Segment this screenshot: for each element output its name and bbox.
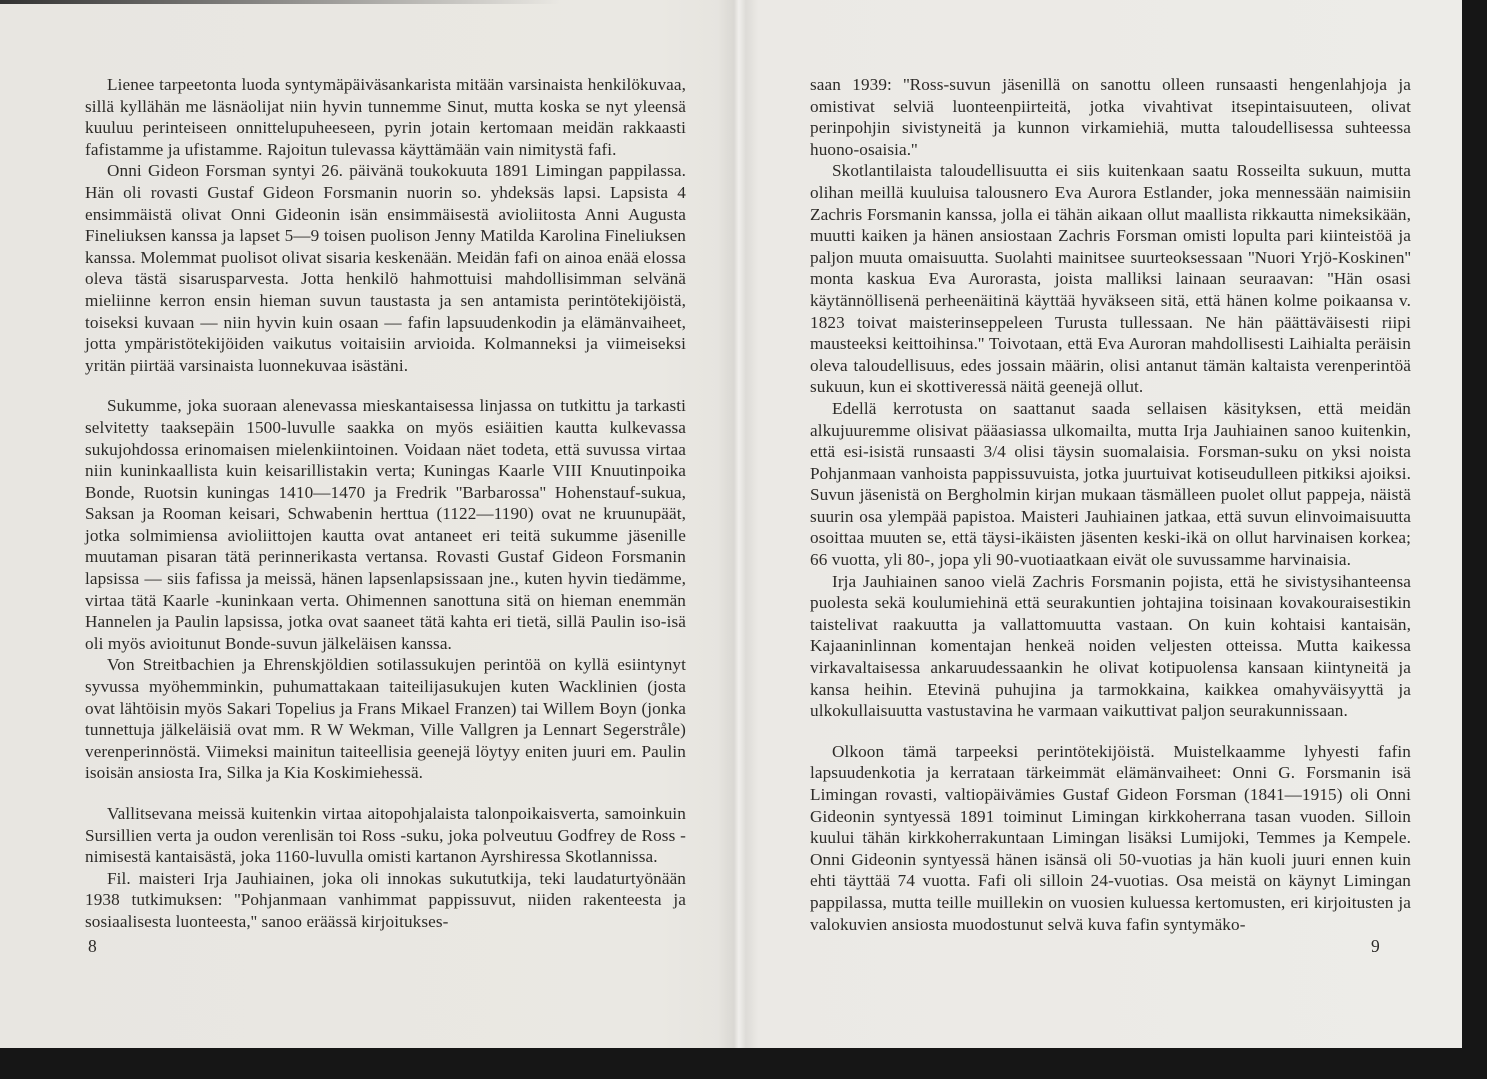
paragraph: Lienee tarpeetonta luoda syntymäpäiväsankarista mitään varsinaista henkilökuvaa, sillä kyllähän me läsnäolijat niin hyvin tunnemme Sinut, mutta koska se nyt yleensä kuuluu perinteiseen onnittelupuheeseen, pyrin jotain kertomaan meidän rakkaasti fafistamme ja ufistamme. Rajoitun tulevassa käyttämään vain nimitystä fafi. — [85, 75, 686, 159]
scan-top-edge — [0, 0, 560, 4]
page-number-left: 8 — [88, 936, 97, 956]
paragraph: Von Streitbachien ja Ehrenskjöldien sotilassukujen perintöä on kyllä esiintynyt syvussa myöhemminkin, puhumattakaan taiteilijasukujen kuten Wacklinien (josta ovat lähtöisin myös Sakari Topelius ja Frans Mikael Franzen) tai Willem Boyn (jonka tunnettuja jälkeläisiä ovat mm. R W Wekman, Ville Vallgren ja Lennart Segerstråle) verenperinnöstä. Viimeksi mainitun taiteellisia geenejä löytyy eniten juuri em. Paulin isoisän ansiosta Ira, Silka ja Kia Koskimiehessä. — [85, 655, 686, 783]
left-page-text-column — [85, 74, 686, 933]
paragraph: Sukumme, joka suoraan alenevassa mieskantaisessa linjassa on tutkittu ja tarkasti selvitetty taaksepäin 1500-luvulle saakka on myös esiäitien kautta kulkevassa sukujohdossa erinomaisen mielenkiintoinen. Voidaan näet todeta, että suvussa virtaa niin kuninkaallista kuin keisarillistakin verta; Kuningas Kaarle VIII Knuutinpoika Bonde, Ruotsin kuningas 1410—1470 ja Fredrik ''Barbarossa'' Hohenstauf-sukua, Saksan ja Rooman keisari, Schwabenin herttua (1122—1190) ovat ne kruunupäät, jotka solmimiensa avioliittojen kautta ovat antaneet eri teitä sukumme jäsenille muutaman pisaran tätä perinnerikasta vertansa. Rovasti Gustaf Gideon Forsmanin lapsissa — siis fafissa ja meissä, hänen lapsenlapsissaan jne., kuten hyvin tiedämme, virtaa tätä Kaarle -kuninkaan verta. Ohimennen sanottuna sitä on hieman enemmän Hannelen ja Paulin lapsissa, jotka ovat saaneet tätä kahta eri tietä, sillä Paulin iso-isä oli myös avioitunut Bonde-suvun jälkeläisen kanssa. — [85, 396, 686, 653]
paragraph: Skotlantilaista taloudellisuutta ei siis kuitenkaan saatu Rosseilta sukuun, mutta olihan meillä kuuluisa talousnero Eva Aurora Estlander, joka mennessään naimisiin Zachris Forsmanin kanssa, jolla ei tähän aikaan ollut maallista rikkautta nimeksikään, muutti kaiken ja hänen ansiostaan Zachris Forsman omisti lopulta pari kiinteistöä ja paljon muuta omaisuutta. Suolahti mainitsee suurteoksessaan ''Nuori Yrjö-Koskinen'' monta kaskua Eva Aurorasta, joista malliksi lainaan seuraavan: ''Hän osasi käytännöllisenä perheenäitinä käyttää hyväkseen sitä, että hänen kolme poikaansa v. 1823 toivat maisterinseppeleen Turusta tullessaan. Ne hän päättäväisesti riipi mausteeksi keittoihinsa.'' Toivotaan, että Eva Auroran mahdollisesti Laihialta peräisin oleva taloudellisuus, edes jossain määrin, olisi antanut tämän kaltaista verenperintöä sukuun, kun ei skottiveressä näitä geenejä ollut. — [810, 161, 1411, 397]
paragraph: Edellä kerrotusta on saattanut saada sellaisen käsityksen, että meidän alkujuuremme olisivat pääasiassa ulkomailta, mutta Irja Jauhiainen sanoo kuitenkin, että esi-isistä runsaasti 3/4 olisi täysin suomalaisia. Forsman-suku on yksi noista Pohjanmaan vanhoista pappissuvuista, jotka juurtuivat kotiseudulleen pitkiksi ajoiksi. Suvun jäsenistä on Bergholmin kirjan mukaan täsmälleen puolet ollut pappeja, näistä suurin osa ylempää papistoa. Maisteri Jauhiainen jatkaa, että suvun elinvoimaisuutta osoittaa muuten se, että täysi-ikäisten jäsenten keski-ikä on ollut harvinaisen korkea; 66 vuotta, yli 80-, jopa yli 90-vuotiaatkaan eivät ole suvussamme harvinaisia. — [810, 398, 1411, 570]
right-page-text-column — [810, 74, 1411, 935]
paragraph: Irja Jauhiainen sanoo vielä Zachris Forsmanin pojista, että he sivistysihanteensa puolesta sekä koulumiehinä että seurakuntien johtajina toisinaan kovakouraisestikin taistelivat raakuutta ja vallattomuutta vastaan. On kuin kohtaisi kantaisän, Kajaaninlinnan komentajan henkeä noiden veljesten otteissa. Mutta kaikessa virkavaltaisessa ankaruudessaankin he olivat kotipuolensa kansaan kiintyneitä ja kansa heihin. Etevinä puhujina ja tarmokkaina, kaikkea omahyväisyyttä ja ulkokullaisuutta vastustavina he varmaan vaikuttivat paljon seurakunnissaan. — [810, 571, 1411, 721]
paragraph: Olkoon tämä tarpeeksi perintötekijöistä. Muistelkaamme lyhyesti fafin lapsuudenkotia ja kerrataan tärkeimmät elämänvaiheet: Onni G. Forsmanin isä Limingan rovasti, valtiopäivämies Gustaf Gideon Forsman (1841—1915) oli Onni Gideonin syntyessä 1891 toiminut Limingan kirkkoherrana tasan vuoden. Silloin kuului tähän kirkkoherrakuntaan Limingan lisäksi Lumijoki, Temmes ja Kempele. Onni Gideonin syntyessä hänen isänsä oli 50-vuotias ja hän kuoli juuri ennen kuin ehti täyttää 74 vuotta. Fafi oli silloin 24-vuotias. Osa meistä on käynyt Limingan pappilassa, mutta teille muillekin on vuosien kuluessa kertomusten, eri kirjoitusten ja valokuvien ansiosta muodostunut selvä kuva fafin syntymäko- — [810, 741, 1411, 934]
paragraph: saan 1939: ''Ross-suvun jäsenillä on sanottu olleen runsaasti hengenlahjoja ja omistivat selviä luonteenpiirteitä, jotka vivahtivat itsepintaisuuteen, olivat perinpohjin sivistyneitä ja kunnon virkamiehiä, mutta taloudellisessa suhteessa huono-osaisia.'' — [810, 75, 1411, 159]
paragraph: Fil. maisteri Irja Jauhiainen, joka oli innokas sukututkija, teki laudaturtyönään 1938 tutkimuksen: ''Pohjanmaan vanhimmat pappissuvut, niiden rakenteesta ja sosiaalisesta luonteesta,'' sanoo eräässä kirjoitukses- — [85, 868, 686, 931]
paragraph: Vallitsevana meissä kuitenkin virtaa aitopohjalaista talonpoikaisverta, samoinkuin Sursillien verta ja oudon verenlisän toi Ross -suku, joka polveutuu Godfrey de Ross -nimisestä kantaisästä, joka 1160-luvulla omisti kartanon Ayrshiressa Skotlannissa. — [85, 804, 686, 867]
page-number-right: 9 — [1371, 936, 1380, 956]
book-gutter-crease — [718, 0, 758, 1048]
paragraph: Onni Gideon Forsman syntyi 26. päivänä toukokuuta 1891 Limingan pappilassa. Hän oli rovasti Gustaf Gideon Forsmanin nuorin so. yhdeksäs lapsi. Lapsista 4 ensimmäistä olivat Onni Gideonin isän ensimmäisestä avioliitosta Anni Augusta Fineliuksen kanssa ja lapset 5—9 toisen puolison Jenny Matilda Karolina Fineliuksen kanssa. Molemmat puolisot olivat sisaria keskenään. Meidän fafi on ainoa enää elossa oleva tästä sisarusparvesta. Jotta henkilö hahmottuisi mahdollisimman selvänä mieliinne kerron ensin hieman suvun taustasta ja sen antamista perintötekijöistä, toiseksi kuvaan — niin hyvin kuin osaan — fafin lapsuudenkodin ja elämänvaiheet, jotta ympäristötekijöiden vaikutus voitaisiin arvioida. Kolmanneksi ja viimeiseksi yritän piirtää varsinaista luonnekuvaa isästäni. — [85, 161, 686, 375]
